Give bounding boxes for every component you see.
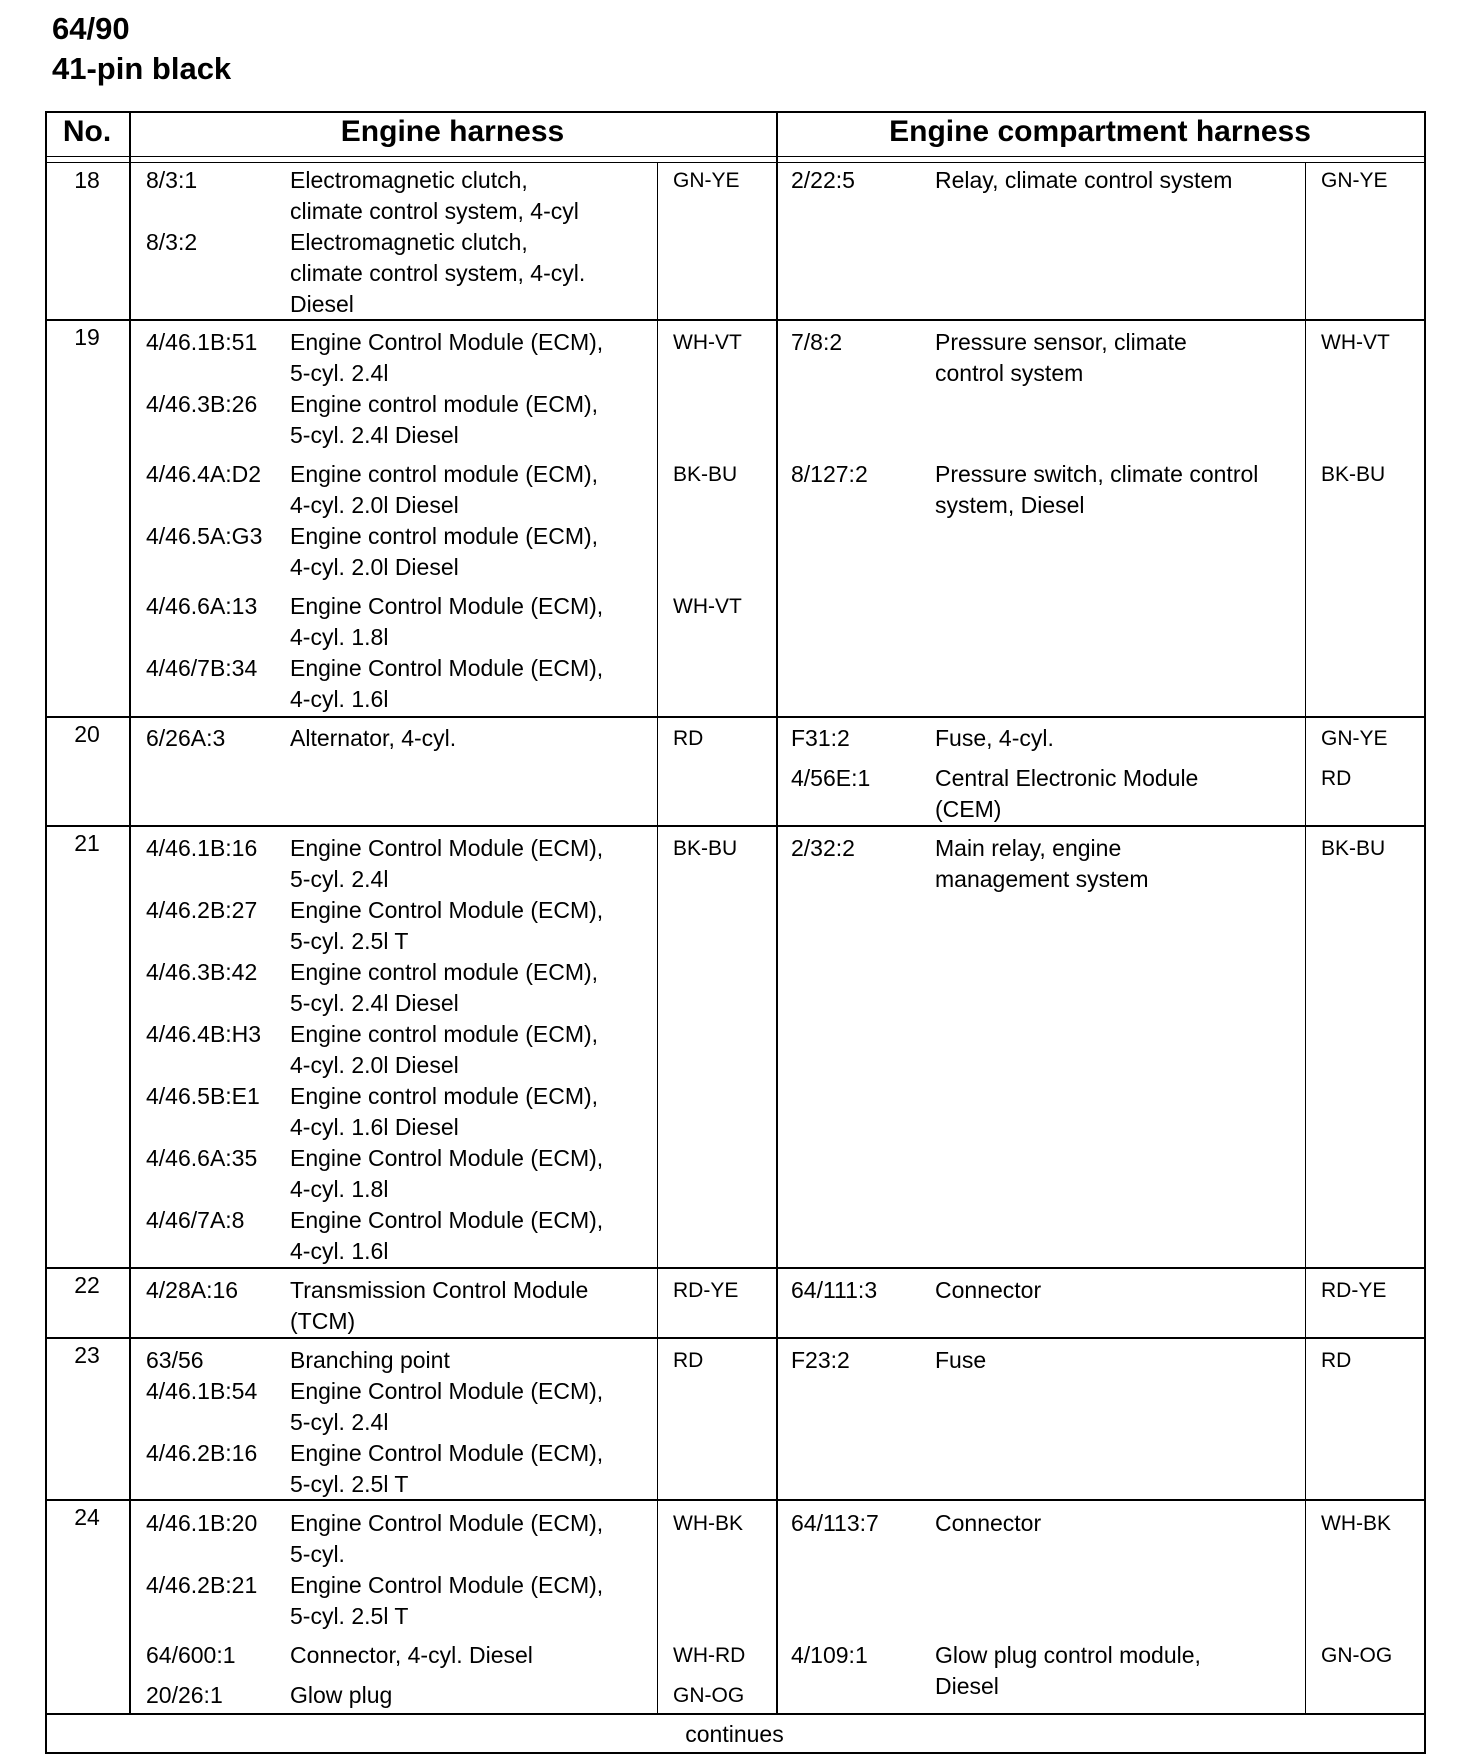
engine-pin-code: 4/46/7A:8: [146, 1207, 245, 1233]
engine-component-desc: Alternator, 4-cyl.: [290, 725, 457, 751]
table-top-border: [45, 111, 1424, 113]
page-reference: 64/90: [52, 11, 130, 46]
row-number: 19: [74, 324, 100, 350]
engine-component-desc: Engine Control Module (ECM), 4-cyl. 1.8l: [290, 1145, 604, 1202]
compartment-wire-color: GN-YE: [1321, 727, 1388, 750]
col-divider-no: [129, 111, 131, 1713]
engine-component-desc: Engine control module (ECM), 4-cyl. 1.6l Diesel: [290, 1083, 599, 1140]
compartment-component-desc: Central Electronic Module (CEM): [935, 765, 1199, 822]
engine-pin-code: 4/28A:16: [146, 1277, 239, 1303]
engine-component-desc: Engine control module (ECM), 4-cyl. 2.0l Diesel: [290, 461, 599, 518]
engine-wire-color: RD: [673, 727, 704, 750]
compartment-pin-code: 2/32:2: [791, 835, 855, 861]
engine-component-desc: Engine Control Module (ECM), 5-cyl. 2.5l T: [290, 1572, 604, 1629]
engine-component-desc: Electromagnetic clutch, climate control system, 4-cyl: [290, 167, 579, 224]
engine-wire-color: RD: [673, 1349, 704, 1372]
row-divider: [45, 1713, 1424, 1715]
engine-wire-color: WH-VT: [673, 595, 742, 618]
compartment-pin-code: 64/111:3: [791, 1277, 878, 1303]
compartment-component-desc: Pressure sensor, climate control system: [935, 329, 1187, 386]
compartment-pin-code: 4/56E:1: [791, 765, 871, 791]
engine-component-desc: Engine Control Module (ECM), 5-cyl. 2.4l: [290, 329, 604, 386]
engine-wire-color: WH-RD: [673, 1644, 746, 1667]
engine-pin-code: 63/56: [146, 1347, 204, 1373]
engine-component-desc: Engine Control Module (ECM), 5-cyl. 2.4l: [290, 835, 604, 892]
compartment-wire-color: BK-BU: [1321, 837, 1386, 860]
compartment-wire-color: GN-OG: [1321, 1644, 1393, 1667]
header-compartment-harness: Engine compartment harness: [889, 115, 1311, 148]
compartment-pin-code: 8/127:2: [791, 461, 868, 487]
row-divider: [45, 1267, 1424, 1269]
engine-component-desc: Engine Control Module (ECM), 4-cyl. 1.6l: [290, 1207, 604, 1264]
row-divider: [45, 319, 1424, 321]
engine-wire-color: GN-OG: [673, 1684, 745, 1707]
compartment-wire-color: GN-YE: [1321, 169, 1388, 192]
compartment-pin-code: F23:2: [791, 1347, 850, 1373]
engine-pin-code: 4/46.2B:21: [146, 1572, 258, 1598]
table-bottom-border: [45, 1752, 1426, 1754]
engine-pin-code: 4/46.4B:H3: [146, 1021, 262, 1047]
engine-pin-code: 64/600:1: [146, 1642, 236, 1668]
compartment-component-desc: Connector: [935, 1510, 1042, 1536]
engine-pin-code: 4/46.1B:16: [146, 835, 258, 861]
engine-component-desc: Engine Control Module (ECM), 5-cyl. 2.4l: [290, 1378, 604, 1435]
connector-title: 41-pin black: [52, 51, 232, 86]
engine-component-desc: Engine Control Module (ECM), 4-cyl. 1.6l: [290, 655, 604, 712]
engine-component-desc: Engine control module (ECM), 5-cyl. 2.4l Diesel: [290, 391, 599, 448]
engine-component-desc: Engine control module (ECM), 4-cyl. 2.0l Diesel: [290, 523, 599, 580]
engine-component-desc: Engine control module (ECM), 4-cyl. 2.0l Diesel: [290, 1021, 599, 1078]
row-divider: [45, 825, 1424, 827]
col-divider-engine-color: [657, 162, 658, 1713]
compartment-pin-code: F31:2: [791, 725, 850, 751]
engine-pin-code: 6/26A:3: [146, 725, 226, 751]
engine-wire-color: BK-BU: [673, 463, 738, 486]
compartment-component-desc: Connector: [935, 1277, 1042, 1303]
engine-pin-code: 4/46.1B:54: [146, 1378, 258, 1404]
engine-pin-code: 4/46.5A:G3: [146, 523, 263, 549]
engine-pin-code: 4/46.3B:26: [146, 391, 258, 417]
engine-pin-code: 4/46.3B:42: [146, 959, 258, 985]
engine-component-desc: Connector, 4-cyl. Diesel: [290, 1642, 533, 1668]
compartment-wire-color: BK-BU: [1321, 463, 1386, 486]
engine-component-desc: Glow plug: [290, 1682, 393, 1708]
compartment-component-desc: Fuse: [935, 1347, 987, 1373]
engine-pin-code: 4/46.6A:13: [146, 593, 258, 619]
compartment-component-desc: Relay, climate control system: [935, 167, 1233, 193]
engine-pin-code: 4/46.4A:D2: [146, 461, 262, 487]
table-right-border: [1424, 111, 1426, 1754]
engine-pin-code: 4/46.1B:20: [146, 1510, 258, 1536]
row-number: 20: [74, 721, 100, 747]
compartment-component-desc: Glow plug control module, Diesel: [935, 1642, 1201, 1699]
compartment-wire-color: WH-VT: [1321, 331, 1390, 354]
row-number: 23: [74, 1342, 100, 1368]
engine-component-desc: Transmission Control Module (TCM): [290, 1277, 589, 1334]
compartment-pin-code: 64/113:7: [791, 1510, 879, 1536]
engine-pin-code: 8/3:2: [146, 229, 198, 255]
engine-pin-code: 8/3:1: [146, 167, 198, 193]
compartment-wire-color: WH-BK: [1321, 1512, 1391, 1535]
engine-component-desc: Engine Control Module (ECM), 5-cyl. 2.5l T: [290, 1440, 604, 1497]
row-divider: [45, 1499, 1424, 1501]
engine-wire-color: BK-BU: [673, 837, 738, 860]
engine-pin-code: 4/46.5B:E1: [146, 1083, 260, 1109]
engine-wire-color: GN-YE: [673, 169, 740, 192]
row-number: 22: [74, 1272, 100, 1298]
engine-pin-code: 4/46.2B:27: [146, 897, 258, 923]
engine-wire-color: WH-BK: [673, 1512, 743, 1535]
engine-pin-code: 4/46.6A:35: [146, 1145, 258, 1171]
engine-pin-code: 4/46.1B:51: [146, 329, 258, 355]
row-number: 18: [74, 167, 100, 193]
compartment-pin-code: 4/109:1: [791, 1642, 868, 1668]
row-divider: [45, 716, 1424, 718]
compartment-pin-code: 7/8:2: [791, 329, 843, 355]
compartment-wire-color: RD: [1321, 1349, 1352, 1372]
compartment-pin-code: 2/22:5: [791, 167, 855, 193]
header-divider: [45, 156, 1424, 157]
engine-pin-code: 20/26:1: [146, 1682, 223, 1708]
engine-component-desc: Electromagnetic clutch, climate control system, 4-cyl. Diesel: [290, 229, 586, 317]
engine-component-desc: Branching point: [290, 1347, 450, 1373]
col-divider-compartment-color: [1305, 162, 1306, 1713]
engine-pin-code: 4/46.2B:16: [146, 1440, 258, 1466]
engine-component-desc: Engine Control Module (ECM), 5-cyl.: [290, 1510, 604, 1567]
compartment-wire-color: RD: [1321, 767, 1352, 790]
header-engine-harness: Engine harness: [340, 115, 565, 148]
compartment-wire-color: RD-YE: [1321, 1279, 1387, 1302]
engine-pin-code: 4/46/7B:34: [146, 655, 258, 681]
engine-component-desc: Engine Control Module (ECM), 4-cyl. 1.8l: [290, 593, 604, 650]
compartment-component-desc: Fuse, 4-cyl.: [935, 725, 1054, 751]
continues-note: continues: [685, 1721, 784, 1747]
compartment-component-desc: Main relay, engine management system: [935, 835, 1149, 892]
engine-component-desc: Engine control module (ECM), 5-cyl. 2.4l Diesel: [290, 959, 599, 1016]
row-number: 21: [74, 830, 100, 856]
row-number: 24: [74, 1504, 100, 1530]
engine-component-desc: Engine Control Module (ECM), 5-cyl. 2.5l T: [290, 897, 604, 954]
header-divider-double: [45, 162, 1424, 163]
col-divider-harness: [776, 111, 778, 1713]
row-divider: [45, 1337, 1424, 1339]
engine-wire-color: RD-YE: [673, 1279, 739, 1302]
engine-wire-color: WH-VT: [673, 331, 742, 354]
compartment-component-desc: Pressure switch, climate control system, Diesel: [935, 461, 1259, 518]
header-no: No.: [62, 115, 112, 148]
